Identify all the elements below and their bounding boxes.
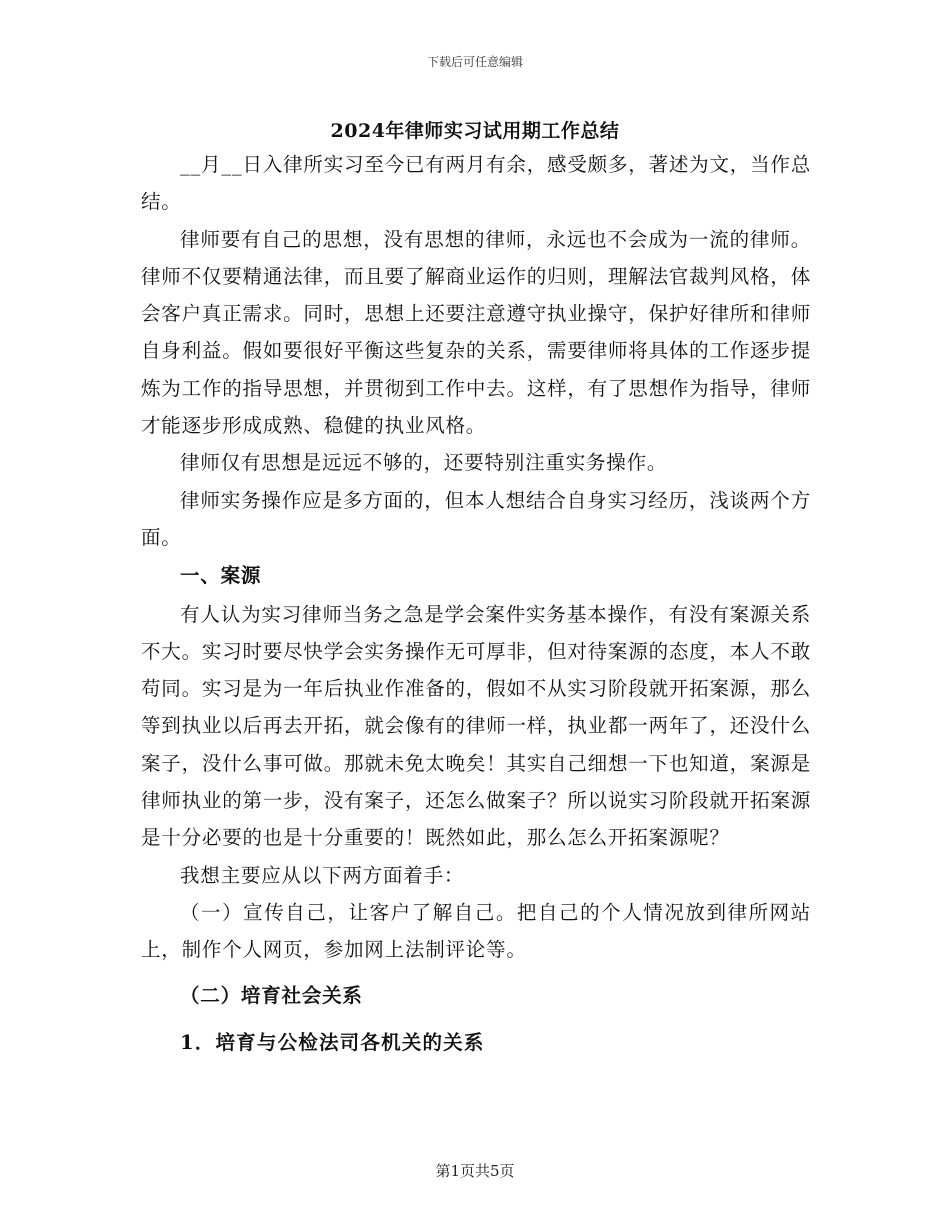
header-note: 下载后可任意编辑 [426, 55, 523, 69]
paragraph-promote-self: （一）宣传自己，让客户了解自己。把自己的个人情况放到律所网站上，制作个人网页，参加网上法制评论等。 [141, 900, 811, 962]
paragraph-two-aspects: 律师实务操作应是多方面的，但本人想结合自身实习经历，浅谈两个方面。 [141, 488, 811, 549]
paragraph-two-ways: 我想主要应从以下两方面着手： [180, 863, 465, 887]
paragraph-case-source: 有人认为实习律师当务之急是学会案件实务基本操作，有没有案源关系不大。实习时要尽快学会实务操作无可厚非，但对待案源的态度，本人不敢苟同。实习是为一年后执业作准备的，假如不从实习阶段就开拓案源，那么等到执业以后再去开拓，就会像有的律师一样，执业都一两年了，还没什么案子，没什么事可做。那就未免太晚矣！其实自己细想一下也知道，案源是律师执业的第一步，没有案子，还怎么做案子？所以说实习阶段就开拓案源是十分必要的也是十分重要的！既然如此，那么怎么开拓案源呢？ [141, 602, 811, 850]
paragraph-practice: 律师仅有思想是远远不够的，还要特别注重实务操作。 [180, 451, 668, 475]
subheading-public-organs: 1．培育与公检法司各机关的关系 [180, 1030, 485, 1054]
paragraph-thinking: 律师要有自己的思想，没有思想的律师，永远也不会成为一流的律师。律师不仅要精通法律，而且要了解商业运作的归则，理解法官裁判风格，体会客户真正需求。同时，思想上还要注意遵守执业操守，保护好律所和律师自身利益。假如要很好平衡这些复杂的关系，需要律师将具体的工作逐步提炼为工作的指导思想，并贯彻到工作中去。这样，有了思想作为指导，律师才能逐步形成成熟、稳健的执业风格。 [141, 227, 811, 438]
document-body [141, 146, 811, 1061]
section-heading-case-source: 一、案源 [180, 564, 262, 588]
paragraph-intro: __月__日入律所实习至今已有两月有余，感受颇多，著述为文，当作总结。 [141, 153, 811, 214]
page-number: 第1页共5页 [435, 1162, 515, 1180]
document-title: 2024年律师实习试用期工作总结 [330, 120, 620, 142]
subheading-social-relations: （二）培育社会关系 [180, 983, 363, 1007]
